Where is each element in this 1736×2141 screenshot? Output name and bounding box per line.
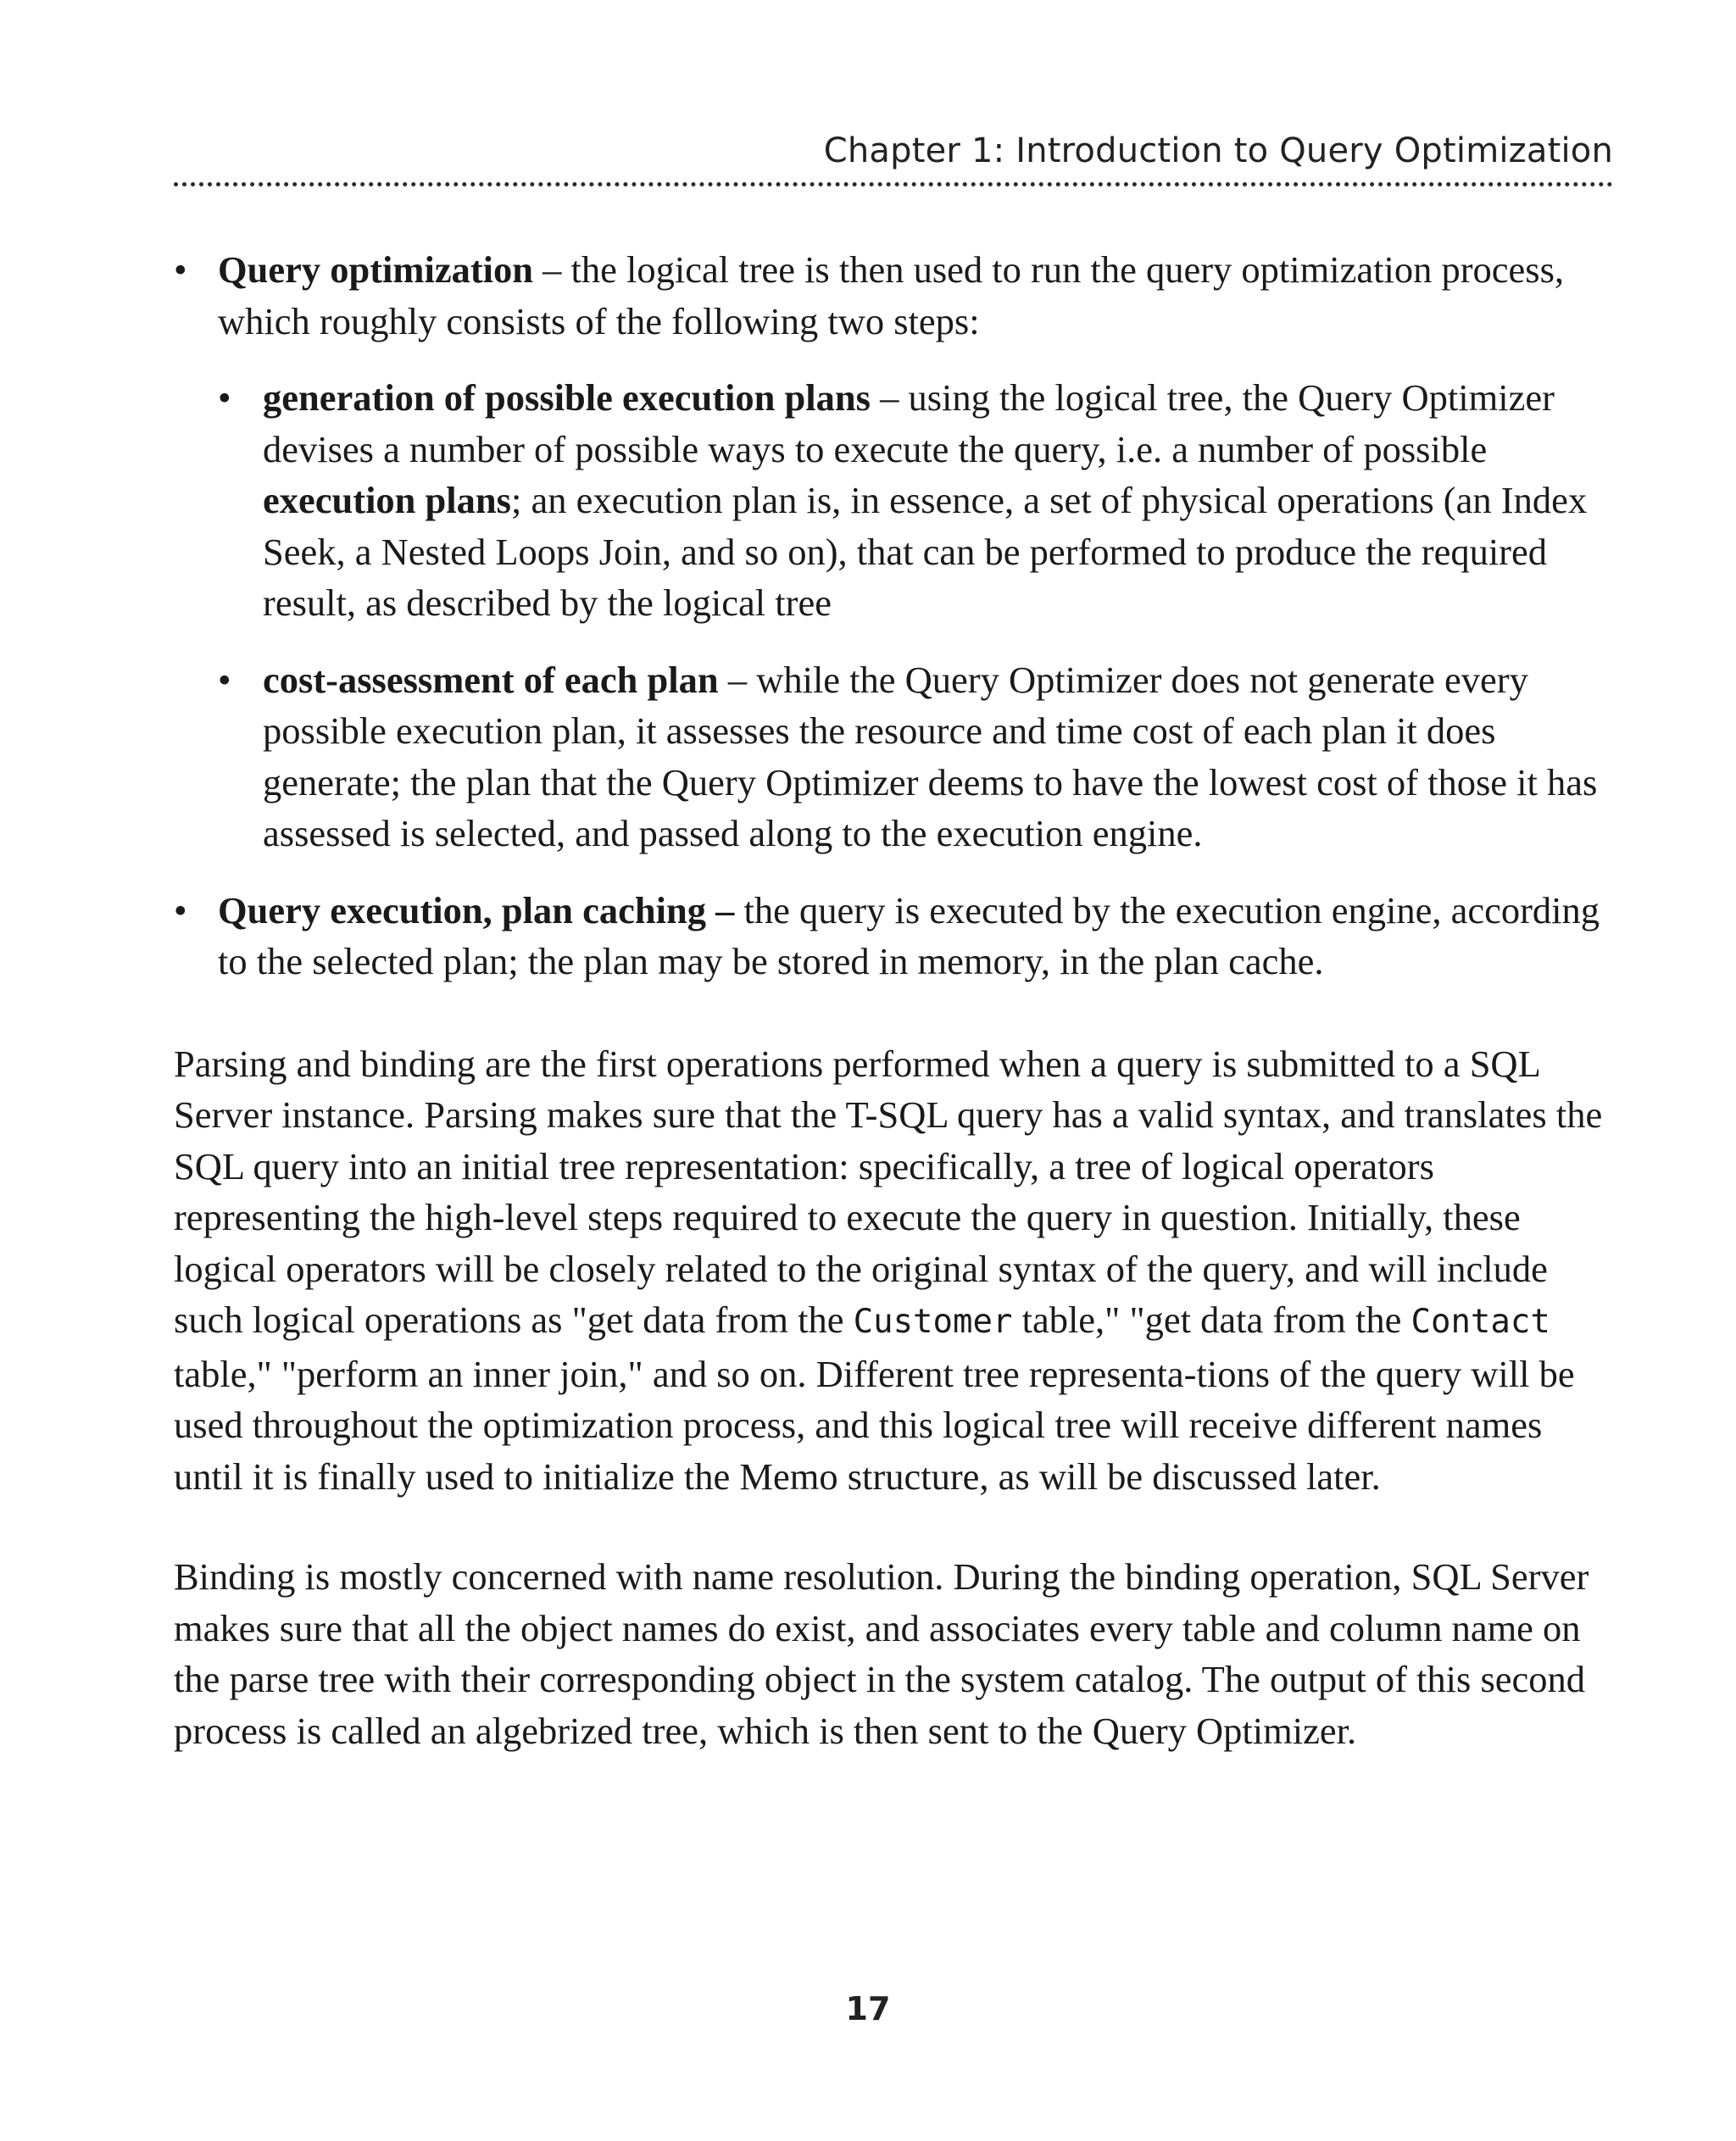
list-item-query-optimization [174,244,1615,859]
sub-item-term: generation of possible execution plans [263,376,871,419]
sub-item-text: – while the Query Optimizer does not generate every possible execution plan, it assesses the resource and time cost of each plan it does generate; the plan that the Query Optimizer deems to have the lowest cost of those it has assessed is selected, and passed along to the execution engine. [263,658,1598,854]
sub-item-text-cont: ; an execution plan is, in essence, a set of physical operations (an Index Seek, a Nested Loops Join, and so on), that can be performed to produce the required result, as described by the logical tree [263,479,1588,624]
body-text [174,1038,1615,1757]
list-item-query-execution [174,885,1615,987]
bullet-icon: • [218,658,231,701]
list-item-term: Query execution, plan caching – [218,888,735,931]
bullet-icon: • [174,888,187,931]
chapter-title: Chapter 1: Introduction to Query Optimization [823,131,1613,170]
list-item-term: Query optimization [218,248,534,291]
code-contact: Contact [1410,1303,1550,1341]
page-body [174,244,1615,1805]
running-header [174,117,1613,186]
paragraph-text: Parsing and binding are the first operations performed when a query is submitted to a SQL Server instance. Parsing makes sure that the T-SQL query has a valid syntax, and translates the SQL query into an initial tree representation: specifically, a tree of logical operators representing the high-level steps required to execute the query in question. Initially, these logical operators will be closely related to the original syntax of the query, and will include such logical operations as "get data from the [174,1042,1603,1341]
sub-item-term-inline: execution plans [263,479,511,521]
bullet-icon: • [174,248,187,291]
paragraph-parsing [174,1038,1615,1503]
sub-item-term: cost-assessment of each plan [263,658,719,701]
bullet-list [174,244,1615,987]
page-number: 17 [845,1990,891,2027]
sub-item-text: – using the logical tree, the Query Optimizer devises a number of possible ways to execute the query, i.e. a number of possible [263,376,1555,470]
code-customer: Customer [853,1303,1013,1341]
sub-bullet-list [218,372,1615,859]
list-item-text: the query is executed by the execution engine, according to the selected plan; the plan may be stored in memory, in the plan cache. [218,888,1600,982]
bullet-icon: • [218,376,231,419]
sub-item-generation [218,372,1615,629]
paragraph-text: table," "get data from the [1012,1299,1411,1341]
paragraph-text: table," "perform an inner join," and so on. Different tree representa-tions of the query will be used throughout the optimization process, and this logical tree will receive different names until it is finally used to initialize the Memo structure, as will be discussed later. [174,1352,1575,1498]
sub-item-cost-assessment [218,654,1615,859]
paragraph-binding: Binding is mostly concerned with name resolution. During the binding operation, SQL Server makes sure that all the object names do exist, and associates every table and column name on the parse tree with their corresponding object in the system catalog. The output of this second process is called an algebrized tree, which is then sent to the Query Optimizer. [174,1555,1589,1752]
list-item-text: – the logical tree is then used to run the query optimization process, which roughly consists of the following two steps: [218,248,1565,342]
